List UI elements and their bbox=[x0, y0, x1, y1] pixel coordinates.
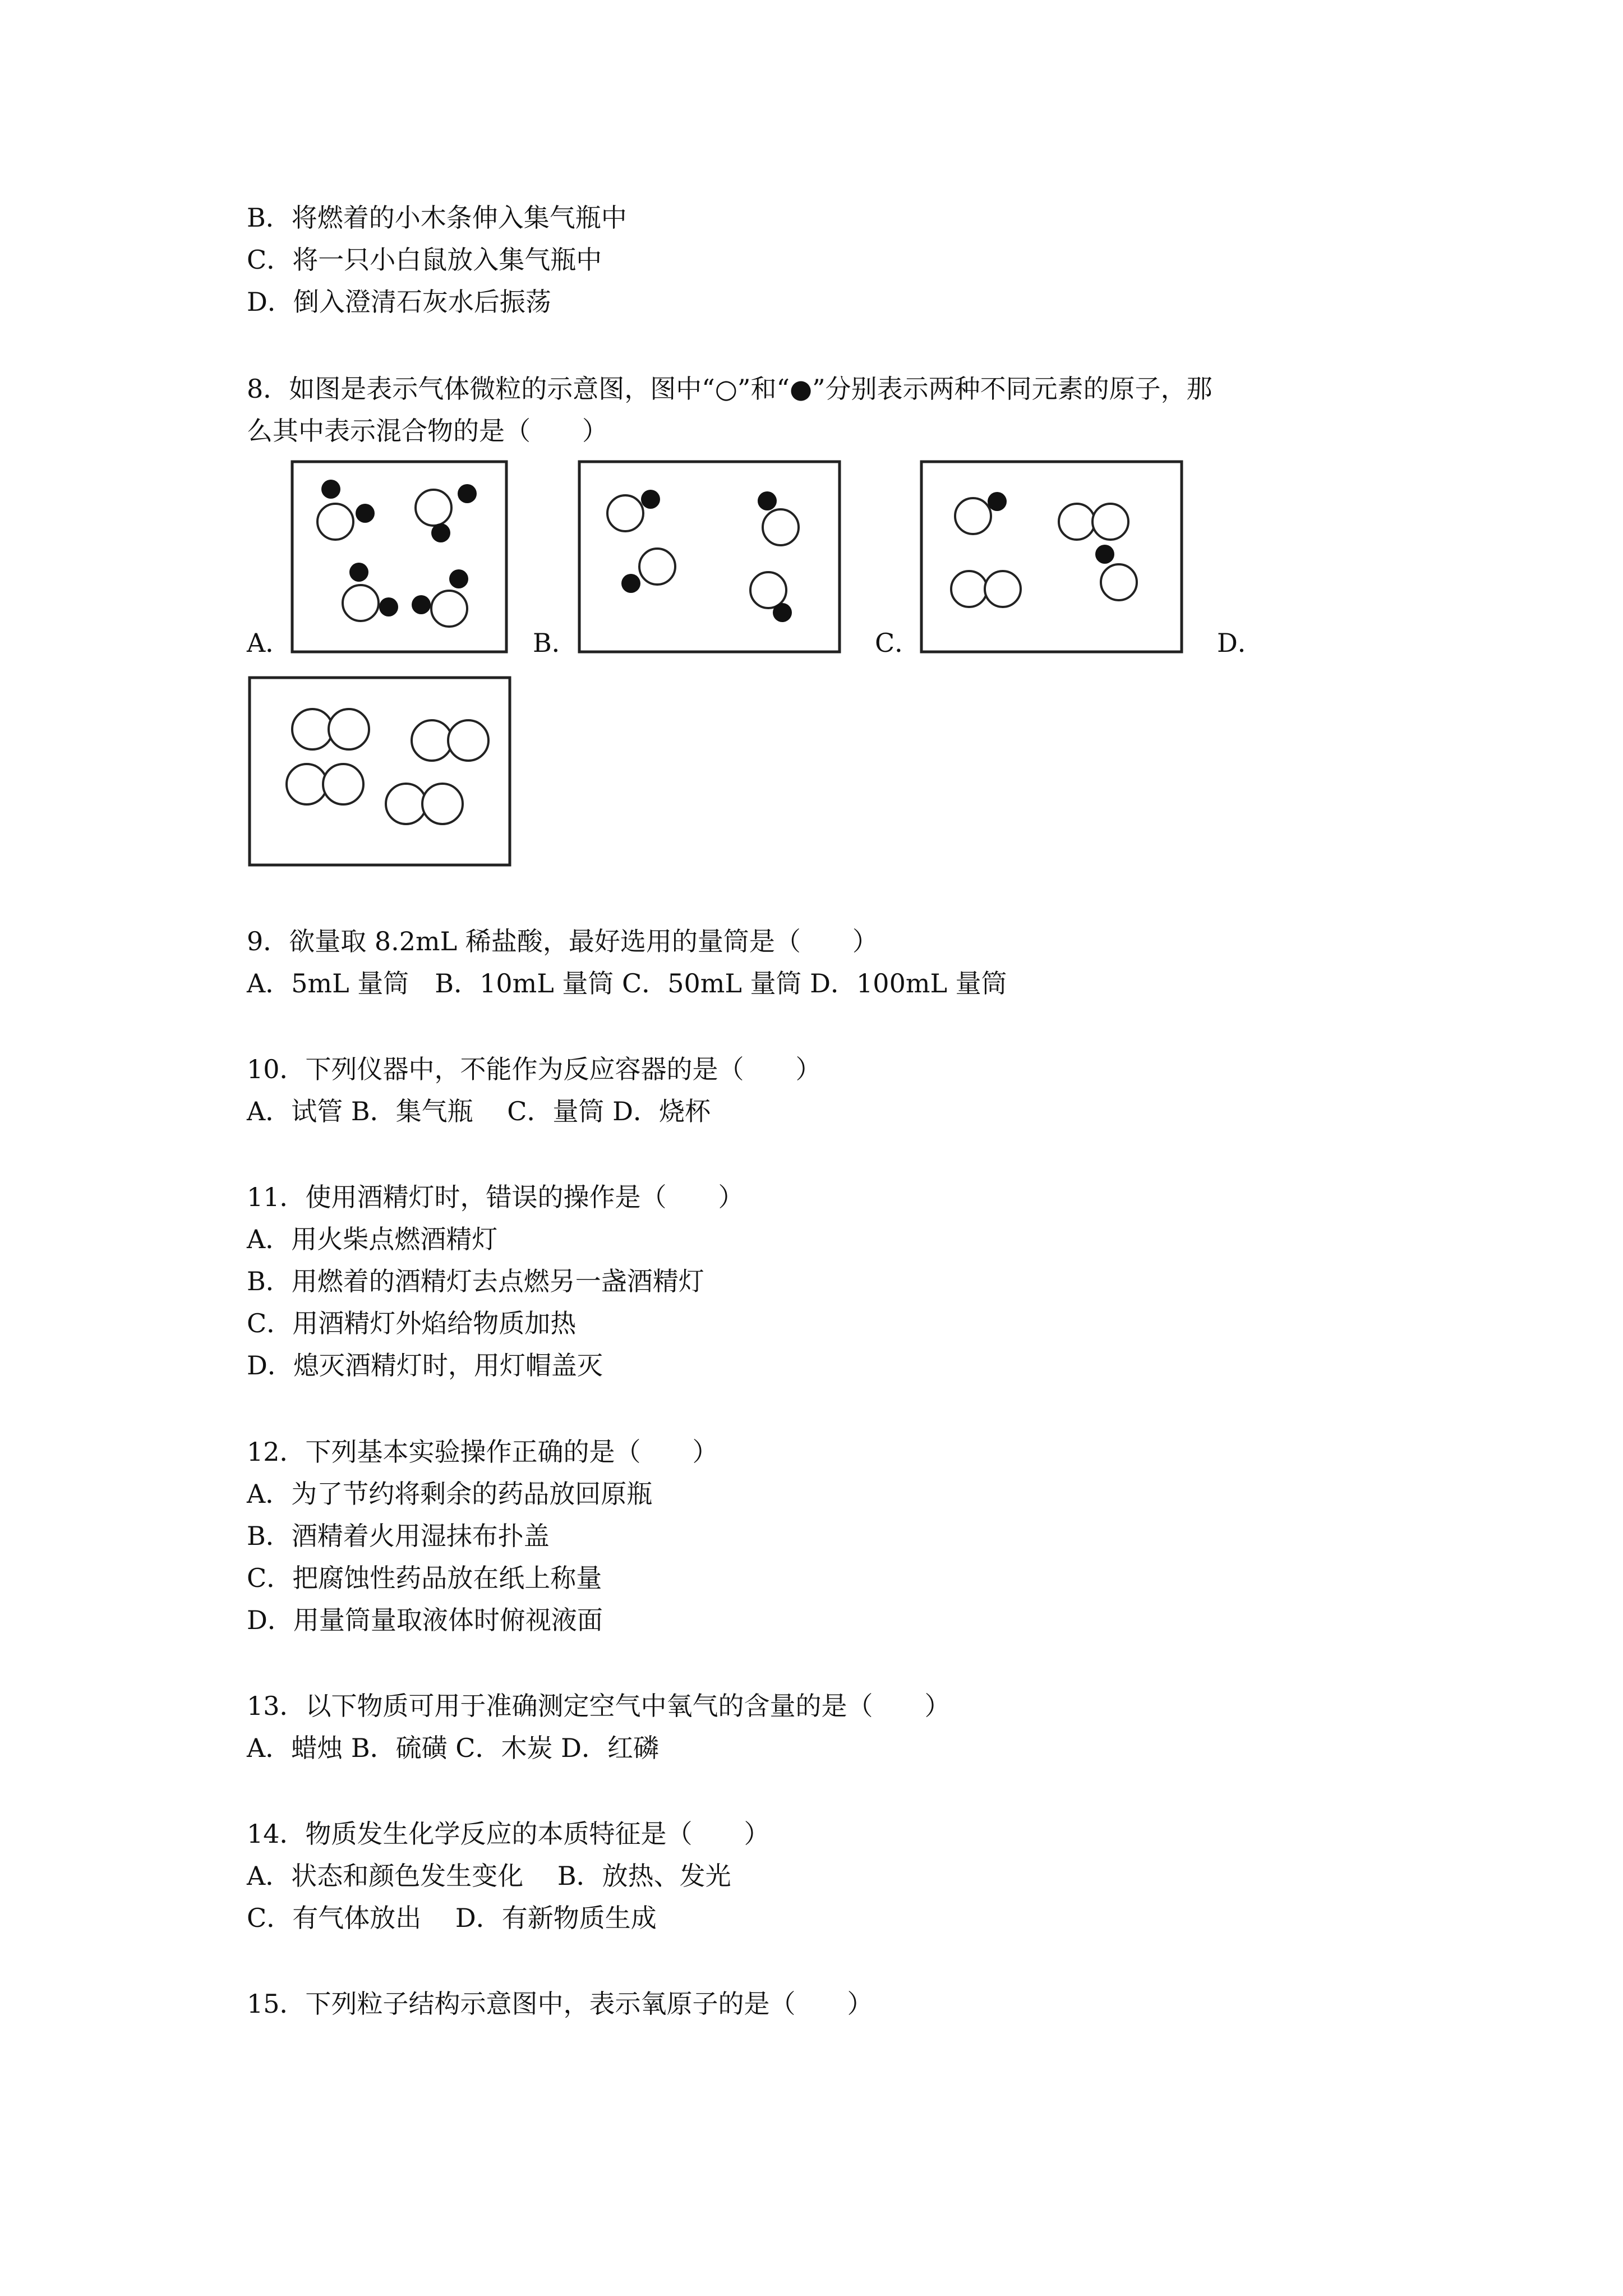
q14-stem: 14．物质发生化学反应的本质特征是（ ） bbox=[247, 1819, 770, 1849]
q11-option-c: C．用酒精灯外焰给物质加热 bbox=[247, 1308, 577, 1338]
q11-option-b: B．用燃着的酒精灯去点燃另一盏酒精灯 bbox=[247, 1266, 704, 1296]
q11-stem: 11．使用酒精灯时，错误的操作是（ ） bbox=[247, 1182, 744, 1212]
q15-stem: 15．下列粒子结构示意图中，表示氧原子的是（ ） bbox=[247, 1989, 873, 2019]
q14-options-line2: C．有气体放出 D．有新物质生成 bbox=[247, 1903, 657, 1933]
q12-option-a: A．为了节约将剩余的药品放回原瓶 bbox=[247, 1479, 653, 1509]
q8-stem-line1: 8．如图是表示气体微粒的示意图，图中“○”和“●”分别表示两种不同元素的原子，那 bbox=[247, 374, 1212, 404]
q7-option-b: B．将燃着的小木条伸入集气瓶中 bbox=[247, 203, 627, 233]
q13-stem: 13．以下物质可用于准确测定空气中氧气的含量的是（ ） bbox=[247, 1691, 951, 1721]
q10-stem: 10．下列仪器中，不能作为反应容器的是（ ） bbox=[247, 1054, 822, 1084]
q10-options: A．试管 B．集气瓶 C．量筒 D．烧杯 bbox=[247, 1096, 711, 1126]
q8-label-b: B． bbox=[533, 628, 578, 658]
q7-option-c: C．将一只小白鼠放入集气瓶中 bbox=[247, 245, 602, 275]
q12-option-c: C．把腐蚀性药品放在纸上称量 bbox=[247, 1563, 602, 1593]
q8-stem-line2: 么其中表示混合物的是（ ） bbox=[247, 416, 608, 446]
q7-option-d: D．倒入澄清石灰水后振荡 bbox=[247, 287, 551, 317]
q9-stem: 9．欲量取 8.2mL 稀盐酸，最好选用的量筒是（ ） bbox=[247, 926, 878, 956]
q9-options: A．5mL 量筒 B．10mL 量筒 C．50mL 量筒 D．100mL 量筒 bbox=[247, 968, 1007, 999]
q11-option-d: D．熄灭酒精灯时，用灯帽盖灭 bbox=[247, 1350, 603, 1381]
q14-options-line1: A．状态和颜色发生变化 B．放热、发光 bbox=[247, 1861, 731, 1891]
q13-options: A．蜡烛 B．硫磺 C．木炭 D．红磷 bbox=[247, 1733, 659, 1763]
q12-stem: 12．下列基本实验操作正确的是（ ） bbox=[247, 1437, 718, 1467]
q12-option-b: B．酒精着火用湿抹布扑盖 bbox=[247, 1521, 550, 1551]
q12-option-d: D．用量筒量取液体时俯视液面 bbox=[247, 1605, 603, 1635]
q8-diagram-c bbox=[920, 460, 1183, 654]
q11-option-a: A．用火柴点燃酒精灯 bbox=[247, 1224, 498, 1254]
q8-diagram-d bbox=[248, 676, 511, 867]
q8-diagram-a bbox=[291, 460, 508, 654]
q8-label-d: D． bbox=[1217, 628, 1264, 658]
q8-label-c: C． bbox=[875, 628, 921, 658]
q8-diagram-b bbox=[578, 460, 841, 654]
q8-label-a: A． bbox=[247, 628, 292, 658]
